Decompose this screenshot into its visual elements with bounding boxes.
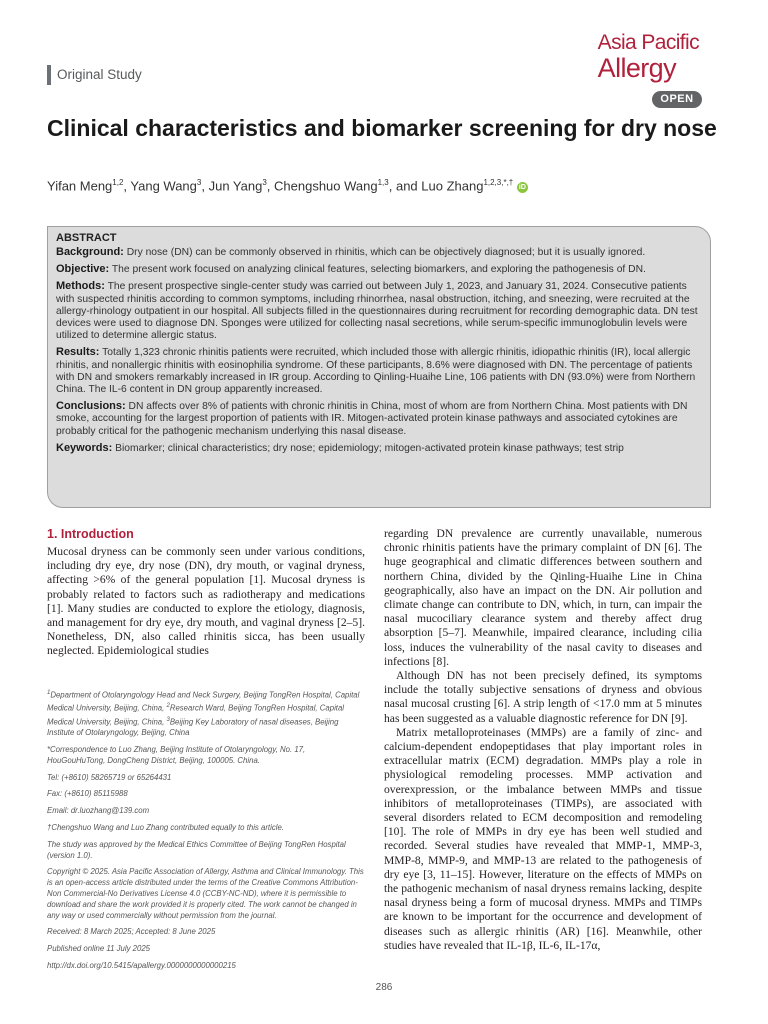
abstract-text: The present work focused on analyzing clinical features, selecting biomarkers, and exploring the pathogenesis of DN.	[109, 264, 646, 276]
body-paragraph: regarding DN prevalence are currently unavailable, numerous chronic rhinitis patients have the primary complaint of DN [6]. The huge geographical and climatic differences between southern and northern China, divided by the Qinling-Huaihe Line in China geographically, also have an impact on the DN. Air pollution and climate change can contribute to DN, which, in turn, can impair the nasal mucociliary clearance system and thereby affect drug absorption [5–7]. Meanwhile, impaired clearance, including cilia loss, induces the vulnerability of the nasal cavity to diseases and infections [8].	[384, 527, 702, 668]
footnote-tel: Tel: (+8610) 58265719 or 65264431	[47, 772, 172, 782]
author-affiliation: 1,2,3,*,†	[483, 178, 514, 187]
abstract-conclusions	[56, 400, 700, 438]
abstract-text: The present prospective single-center study was carried out between July 1, 2023, and January 31, 2024. Consecutive patients with suspected rhinitis according to common symptoms, including rhinorrhea, nasal obstruction, itching, and sneezing, were recruited at the allergy-rhinology outpatient in our hospital. All subjects filled in the questionnaires during recruitment for recording demographic data. DN test devices were used to diagnose DN. Sponges were utilized for collecting nasal secretions, while serum-specific immunoglobulin levels were utilized to determine allergic status.	[56, 281, 698, 342]
abstract-label: Objective:	[56, 263, 110, 276]
body-paragraph: Mucosal dryness can be commonly seen under various conditions, including dry eye, dry nose (DN), dry mouth, or vaginal dryness, affecting >6% of the general population [1]. Mucosal dryness is probably related to factors such as radiotherapy and medications [1]. Many studies are conducted to explore the etiology, diagnosis, and management for dry eye, dry mouth, and vaginal dryness [2–5]. Nonetheless, DN, also called rhinitis sicca, has been usually neglected. Epidemiological studies	[47, 545, 365, 658]
section-heading-introduction: 1. Introduction	[47, 527, 134, 541]
affiliation-marker: 3	[166, 716, 170, 723]
author-list	[47, 175, 737, 194]
abstract-keywords	[56, 442, 700, 455]
author-name: Yifan Meng	[47, 178, 113, 194]
abstract-text: DN affects over 8% of patients with chronic rhinitis in China, most of whom are from Northern China. Most patients with DN smoke, accounting for the largest proportion of patients with IR. Mitogen-activated protein kinase pathways and associated cytokines are probably critical for the pathogenic mechanism underlying this nasal disease.	[56, 401, 688, 437]
open-access-badge: OPEN	[652, 91, 702, 108]
orcid-icon[interactable]: iD	[518, 184, 526, 192]
footnote-ethics: The study was approved by the Medical Ethics Committee of Beijing TongRen Hospital (version 1.0).	[47, 839, 346, 860]
body-column-right	[384, 527, 702, 953]
abstract-label: Keywords:	[56, 441, 113, 454]
abstract-label: Results:	[56, 346, 100, 359]
abstract-label: Background:	[56, 246, 124, 258]
affiliation-marker: 2	[166, 703, 170, 710]
footnote-contribution: †Chengshuo Wang and Luo Zhang contributed equally to this article.	[47, 822, 284, 832]
abstract-background	[56, 246, 700, 259]
affiliation-marker: 1	[47, 690, 51, 696]
footnote-correspondence: *Correspondence to Luo Zhang, Beijing Institute of Otolaryngology, No. 17, HouGouHuTong, DongCheng District, Beijing, 100005. China.	[47, 744, 306, 765]
author-separator: ,	[266, 178, 275, 194]
footnote-copyright: Copyright © 2025. Asia Pacific Association of Allergy, Asthma and Clinical Immunology. This is an open-access article distributed under the terms of the Creative Commons Attribution-Non Commercial-No Derivatives License 4.0 (CCBY-NC-ND), where it is permissible to download and share the work provided it is properly cited. The work cannot be changed in any way or used commercially without permission from the journal.	[47, 867, 364, 920]
author-name: Luo Zhang	[421, 178, 484, 194]
author-affiliation: 3	[262, 178, 267, 187]
abstract-methods	[56, 280, 700, 342]
author-name: Yang Wang	[130, 178, 197, 194]
abstract-text: Biomarker; clinical characteristics; dry nose; epidemiology; mitogen-activated protein kinase pathways; test strip	[112, 442, 624, 454]
abstract-box	[47, 226, 711, 508]
affiliation-text: Research Ward, Beijing TongRen Hospital, Capital Medical University, Beijing, China,	[47, 703, 345, 727]
body-paragraph: Although DN has not been precisely defined, its symptoms include the totally subjective sensations of dryness and obvious nasal mucosal crusting [6]. A strip length of <17.0 mm at 5 minutes has been suggested as a valuable diagnostic reference for DN [9].	[384, 669, 702, 725]
journal-logo-line2: Allergy	[597, 53, 676, 83]
footnote-email[interactable]: Email: dr.luozhang@139.com	[47, 806, 150, 816]
author-separator: ,	[201, 178, 209, 194]
body-column-left	[47, 545, 365, 659]
footnotes	[47, 688, 365, 978]
author-name: Chengshuo Wang	[274, 178, 378, 194]
footnote-received: Received: 8 March 2025; Accepted: 8 June 2025	[47, 927, 216, 937]
page-number: 286	[375, 982, 393, 993]
footnote-affiliations	[47, 688, 365, 739]
affiliation-text: Beijing Key Laboratory of nasal diseases, Beijing Institute of Otolaryngology, Beijing, China	[47, 717, 339, 738]
abstract-text: Totally 1,323 chronic rhinitis patients were recruited, which included those with allergic rhinitis, idiopathic rhinitis (IR), local allergic rhinitis, and nonallergic rhinitis with eosinophilia syndrome. Of these participants, 8.6% were diagnosed with DN. The percentage of patients with DN and smokers remarkably increased in IR group. According to Qinling-Huaihe Line, 106 patients with DN (93.0%) were from Northern China. The IL-6 content in DN group apparently increased.	[56, 347, 696, 396]
journal-logo-line1: Asia Pacific	[597, 31, 699, 54]
author-affiliation: 1,2	[112, 178, 124, 187]
abstract-objective	[56, 263, 700, 276]
affiliation-text: Department of Otolaryngology Head and Neck Surgery, Beijing TongRen Hospital, Capital Medical University, Beijing, China,	[47, 690, 360, 713]
author-separator: , and	[388, 178, 422, 194]
footnote-published: Published online 11 July 2025	[47, 944, 151, 954]
author-affiliation: 3	[196, 178, 202, 187]
body-paragraph: Matrix metalloproteinases (MMPs) are a family of zinc- and calcium-dependent endopeptidases that play important roles in extracellular matrix (ECM) degradation. MMPs play a role in physiological remodeling processes. MMP activation and overexpression, or the imbalance between MMPs and tissue inhibitors of metalloproteinases (TIMPs), are associated with several disorders related to ECM decomposition and remodeling [10]. The role of MMPs in dry eye has been well studied and recorded. Several studies have revealed that MMP-1, MMP-3, MMP-8, MMP-9, and MMP-13 are related to the pathogenesis of dry eye [3, 11–15]. However, literature on the effects of MMPs on the pathogenic mechanism of nasal dryness remains lacking, despite nasal dryness being a form of mucosal dryness. MMPs and TIMPs are known to be important for the occurrence and development of diseases such as allergic rhinitis (AR) [16]. Meanwhile, other studies have revealed that IL-1β, IL-6, IL-17α,	[384, 725, 702, 952]
article-title: Clinical characteristics and biomarker screening for dry nose	[47, 115, 717, 141]
abstract-text: Dry nose (DN) can be commonly observed in rhinitis, which can be objectively diagnosed; but it is usually ignored.	[123, 247, 646, 258]
journal-logo	[598, 30, 699, 81]
abstract-results	[56, 346, 700, 396]
abstract-label: Methods:	[56, 280, 105, 293]
author-affiliation: 1,3	[377, 178, 389, 187]
abstract-heading: ABSTRACT	[56, 232, 117, 244]
abstract-label: Conclusions:	[56, 400, 126, 413]
footnote-doi-link[interactable]: http://dx.doi.org/10.5415/apallergy.0000000000000215	[47, 960, 236, 970]
author-name: Jun Yang	[208, 178, 263, 194]
section-label: Original Study	[47, 65, 142, 85]
author-separator: ,	[123, 178, 131, 194]
footnote-fax: Fax: (+8610) 85115988	[47, 789, 128, 799]
